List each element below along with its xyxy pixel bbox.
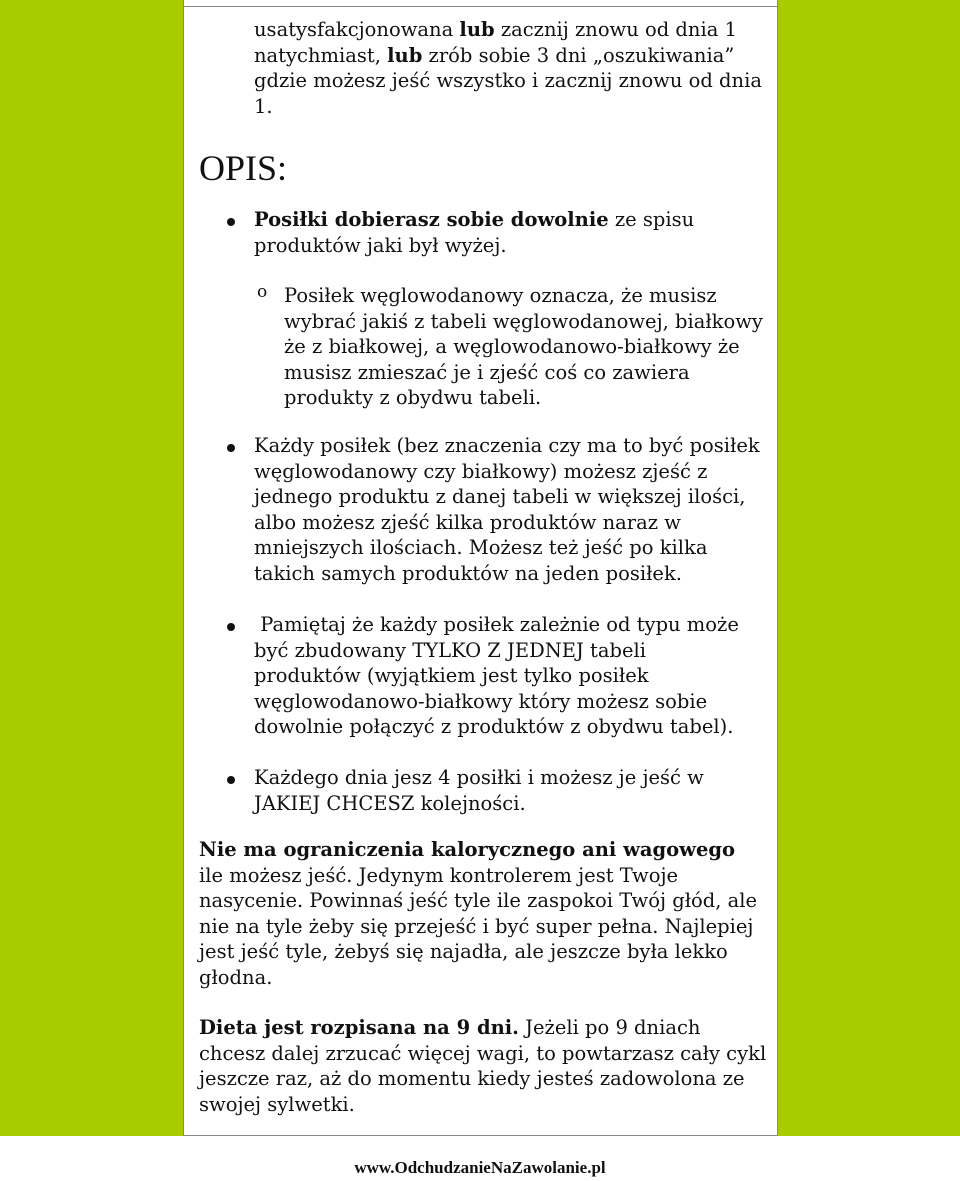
bullet-icon <box>227 444 235 452</box>
intro-paragraph: usatysfakcjonowana lub zacznij znowu od dnia 1 natychmiast, lub zrób sobie 3 dni „oszukiwania” gdzie możesz jeść wszystko i zacznij znowu od dnia 1. <box>254 18 762 118</box>
duration-paragraph: Dieta jest rozpisana na 9 dni. Jeżeli po 9 dniach chcesz dalej zrzucać więcej wagi, to powtarzasz cały cykl jeszcze raz, aż do momentu kiedy jesteś zadowolona ze swojej sylwetki. <box>199 1016 767 1116</box>
bullet-item-3: Pamiętaj że każdy posiłek zależnie od typu może być zbudowany TYLKO Z JEDNEJ tabeli produktów (wyjątkiem jest tylko posiłek węglowodanowo-białkowy który możesz sobie dowolnie połączyć z produktów z obydwu tabel). <box>254 613 739 738</box>
section-heading: OPIS: <box>199 148 288 188</box>
footer-website: www.OdchudzanieNaZawolanie.pl <box>354 1158 606 1177</box>
document-page <box>184 6 777 1136</box>
bullet-icon <box>227 218 235 226</box>
calorie-paragraph: Nie ma ograniczenia kalorycznego ani wagowego ile możesz jeść. Jedynym kontrolerem jest Twoje nasycenie. Powinnaś jeść tyle ile zaspokoi Twój głód, ale nie na tyle żeby się przejeść i być super pełna. Najlepiej jest jeść tyle, żebyś się najadła, ale jeszcze była lekko głodna. <box>199 838 758 989</box>
bullet-icon <box>227 776 235 784</box>
left-green-border <box>0 0 184 1136</box>
bullet-item-4: Każdego dnia jesz 4 posiłki i możesz je jeść w JAKIEJ CHCESZ kolejności. <box>254 766 704 815</box>
sub-bullet-item: Posiłek węglowodanowy oznacza, że musisz wybrać jakiś z tabeli węglowodanowej, białkowy że z białkowej, a węglowodanowo-białkowy że musisz zmieszać je i zjeść coś co zawiera produkty z obydwu tabeli. <box>284 284 763 409</box>
bullet-item-2: Każdy posiłek (bez znaczenia czy ma to być posiłek węglowodanowy czy białkowy) możesz zjeść z jednego produktu z danej tabeli w większej ilości, albo możesz zjeść kilka produktów naraz w mniejszych ilościach. Możesz też jeść po kilka takich samych produktów na jeden posiłek. <box>254 434 760 585</box>
right-green-border <box>777 0 960 1136</box>
bullet-icon <box>227 623 235 631</box>
bullet-item-1: Posiłki dobierasz sobie dowolnie ze spisu produktów jaki był wyżej. <box>254 208 695 257</box>
circle-bullet-icon: o <box>257 282 268 302</box>
